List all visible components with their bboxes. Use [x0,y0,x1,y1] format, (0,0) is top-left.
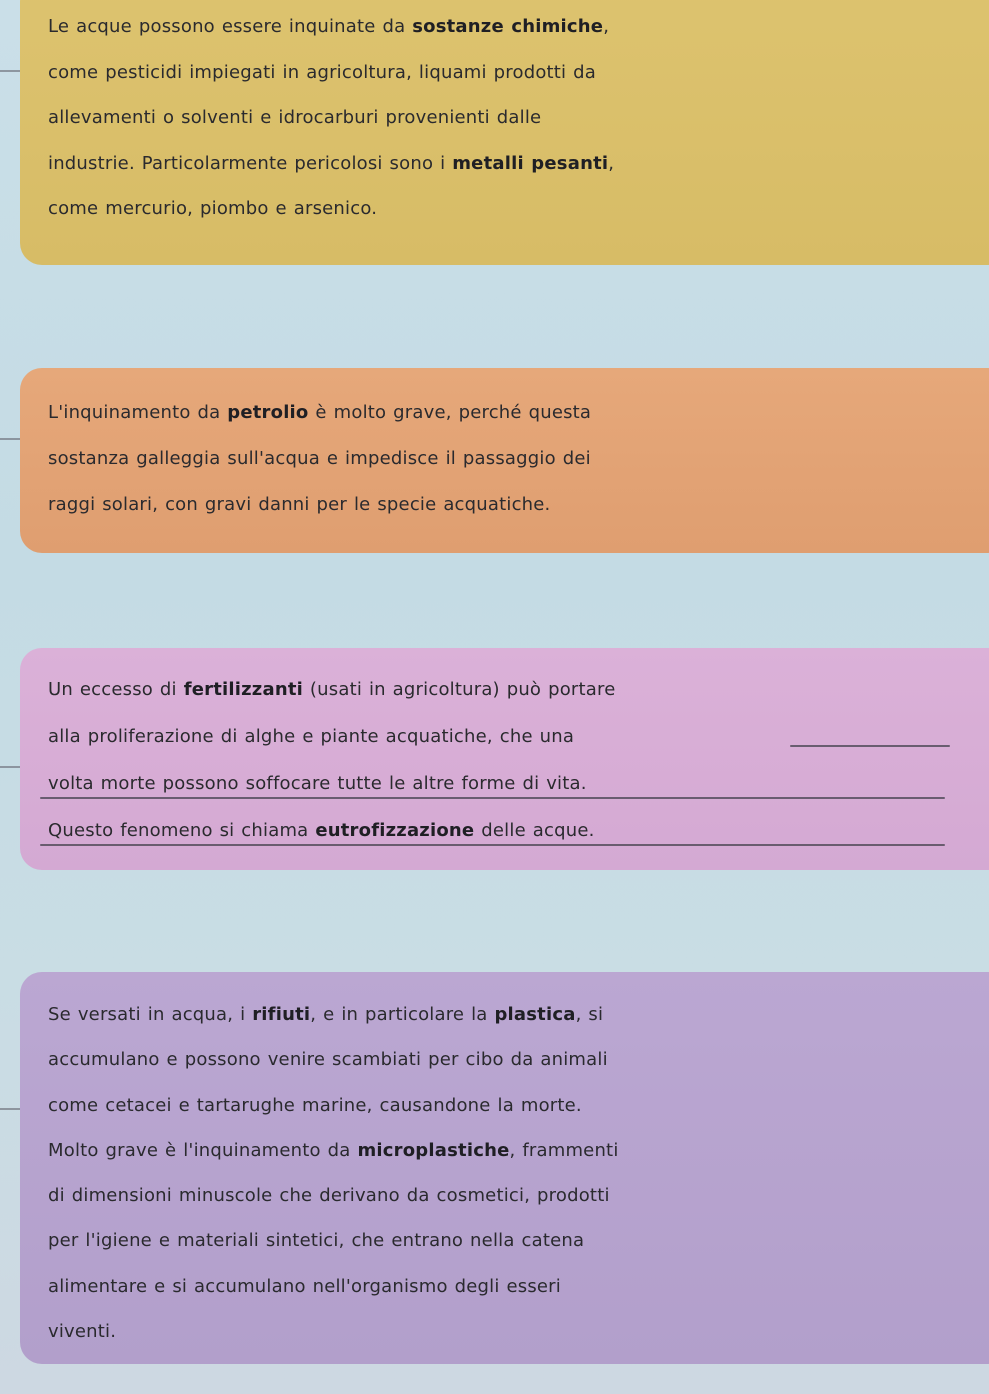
text-line: Le acque possono essere inquinate da sostanze chimiche, [48,16,610,37]
text-line: viventi. [48,1321,117,1343]
text-line: Questo fenomeno si chiama eutrofizzazione delle acque. [48,820,595,841]
text-line: accumulano e possono venire scambiati per cibo da animali [48,1049,608,1071]
text-line: sostanza galleggia sull'acqua e impedisce il passaggio dei [48,448,591,469]
text-line: raggi solari, con gravi danni per le specie acquatiche. [48,494,551,515]
bold-term: plastica [494,1004,576,1025]
text-line: alimentare e si accumulano nell'organismo degli esseri [48,1275,561,1297]
text-line: come cetacei e tartarughe marine, causandone la morte. [48,1094,582,1116]
bold-term: metalli pesanti [452,152,609,174]
text-line: alla proliferazione di alghe e piante acquatiche, che una [48,726,575,747]
text-line: Molto grave è l'inquinamento da microplastiche, frammenti [48,1139,619,1161]
text-line: come mercurio, piombo e arsenico. [48,198,378,219]
info-box-plastic-waste [20,972,989,1364]
info-box-eutrophication [20,648,989,870]
pencil-underline [40,844,945,846]
bold-term: rifiuti [252,1004,311,1025]
bold-term: fertilizzanti [183,679,304,700]
text-line: Se versati in acqua, i rifiuti, e in particolare la plastica, si [48,1004,604,1025]
text-line: per l'igiene e materiali sintetici, che entrano nella catena [48,1230,585,1252]
text-line: come pesticidi impiegati in agricoltura, liquami prodotti da [48,61,597,83]
text-line: volta morte possono soffocare tutte le altre forme di vita. [48,773,587,794]
bold-term: microplastiche [357,1139,510,1161]
text-line: industrie. Particolarmente pericolosi sono i metalli pesanti, [48,152,615,174]
text-line: allevamenti o solventi e idrocarburi provenienti dalle [48,107,542,128]
bold-term: petrolio [227,402,309,423]
pencil-underline [40,797,945,799]
text-line: di dimensioni minuscole che derivano da cosmetici, prodotti [48,1185,610,1207]
info-box-oil-pollution [20,368,989,553]
bold-term: eutrofizzazione [315,820,475,841]
text-line: Un eccesso di fertilizzanti (usati in agricoltura) può portare [48,679,616,700]
text-line: L'inquinamento da petrolio è molto grave, perché questa [48,402,592,423]
info-box-chemical-pollution [20,0,989,265]
pencil-underline [790,745,950,747]
bold-term: sostanze chimiche [412,16,604,37]
